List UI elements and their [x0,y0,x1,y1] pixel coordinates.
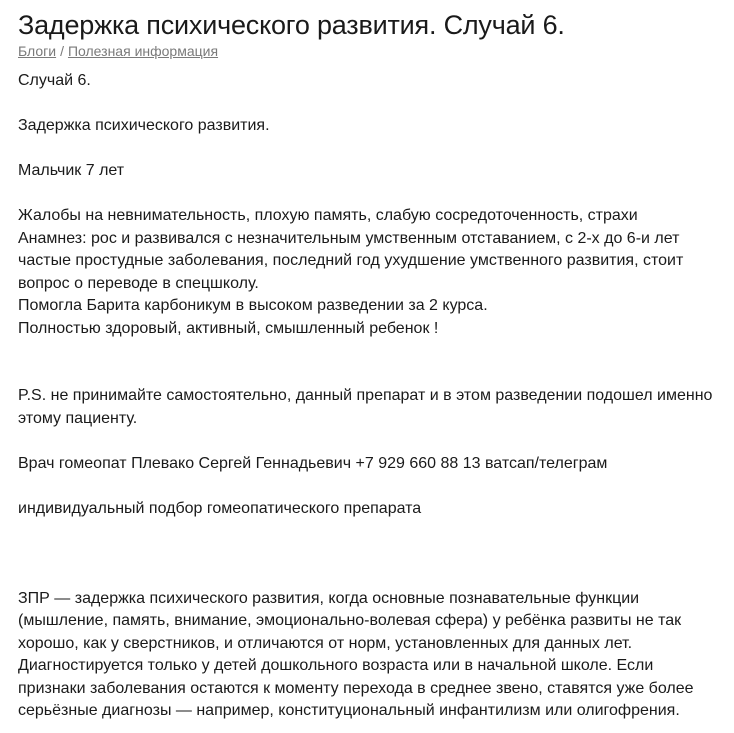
breadcrumb [18,42,716,60]
anamnesis-paragraph: Анамнез: рос и развивался с незначительным умственным отставанием, с 2-х до 6-и лет частые простудные заболевания, последний год ухудшение умственного развития, стоит вопрос о переводе в спецшколу. [18,229,684,292]
definition-paragraph: ЗПР — задержка психического развития, когда основные познавательные функции (мышление, память, внимание, эмоционально-волевая сфера) у ребёнка развиты не так хорошо, как у сверстников, и отличаются от норм, установленных для данных лет. Диагностируется только у детей дошкольного возраста или в начальной школе. Если признаки заболевания остаются к моменту перехода в среднее звено, ставятся уже более серьёзные диагнозы — например, конституциональный инфантилизм или олигофрения. [18,589,694,719]
breadcrumb-link-useful-info[interactable]: Полезная информация [67,43,219,59]
service-paragraph: индивидуальный подбор гомеопатического препарата [18,499,422,517]
doctor-contact-paragraph: Врач гомеопат Плевако Сергей Геннадьевич +7 929 660 88 13 ватсап/телеграм [18,454,608,472]
ps-paragraph: P.S. не принимайте самостоятельно, данный препарат и в этом разведении подошел именно этому пациенту. [18,387,713,427]
diagnosis-paragraph: Задержка психического развития. [18,117,270,134]
case-number-paragraph: Случай 6. [18,72,91,89]
patient-paragraph: Мальчик 7 лет [18,162,125,179]
result-paragraph: Полностью здоровый, активный, смышленный ребенок ! [18,319,439,337]
breadcrumb-link-blogs[interactable]: Блоги [18,43,57,59]
complaints-paragraph: Жалобы на невнимательность, плохую память, слабую сосредоточенность, страхи [18,207,638,224]
page-title: Задержка психического развития. Случай 6. [18,10,565,40]
breadcrumb-separator: / [60,43,64,59]
treatment-paragraph: Помогла Барита карбоникум в высоком разведении за 2 курса. [18,297,488,314]
article-body [18,70,716,723]
